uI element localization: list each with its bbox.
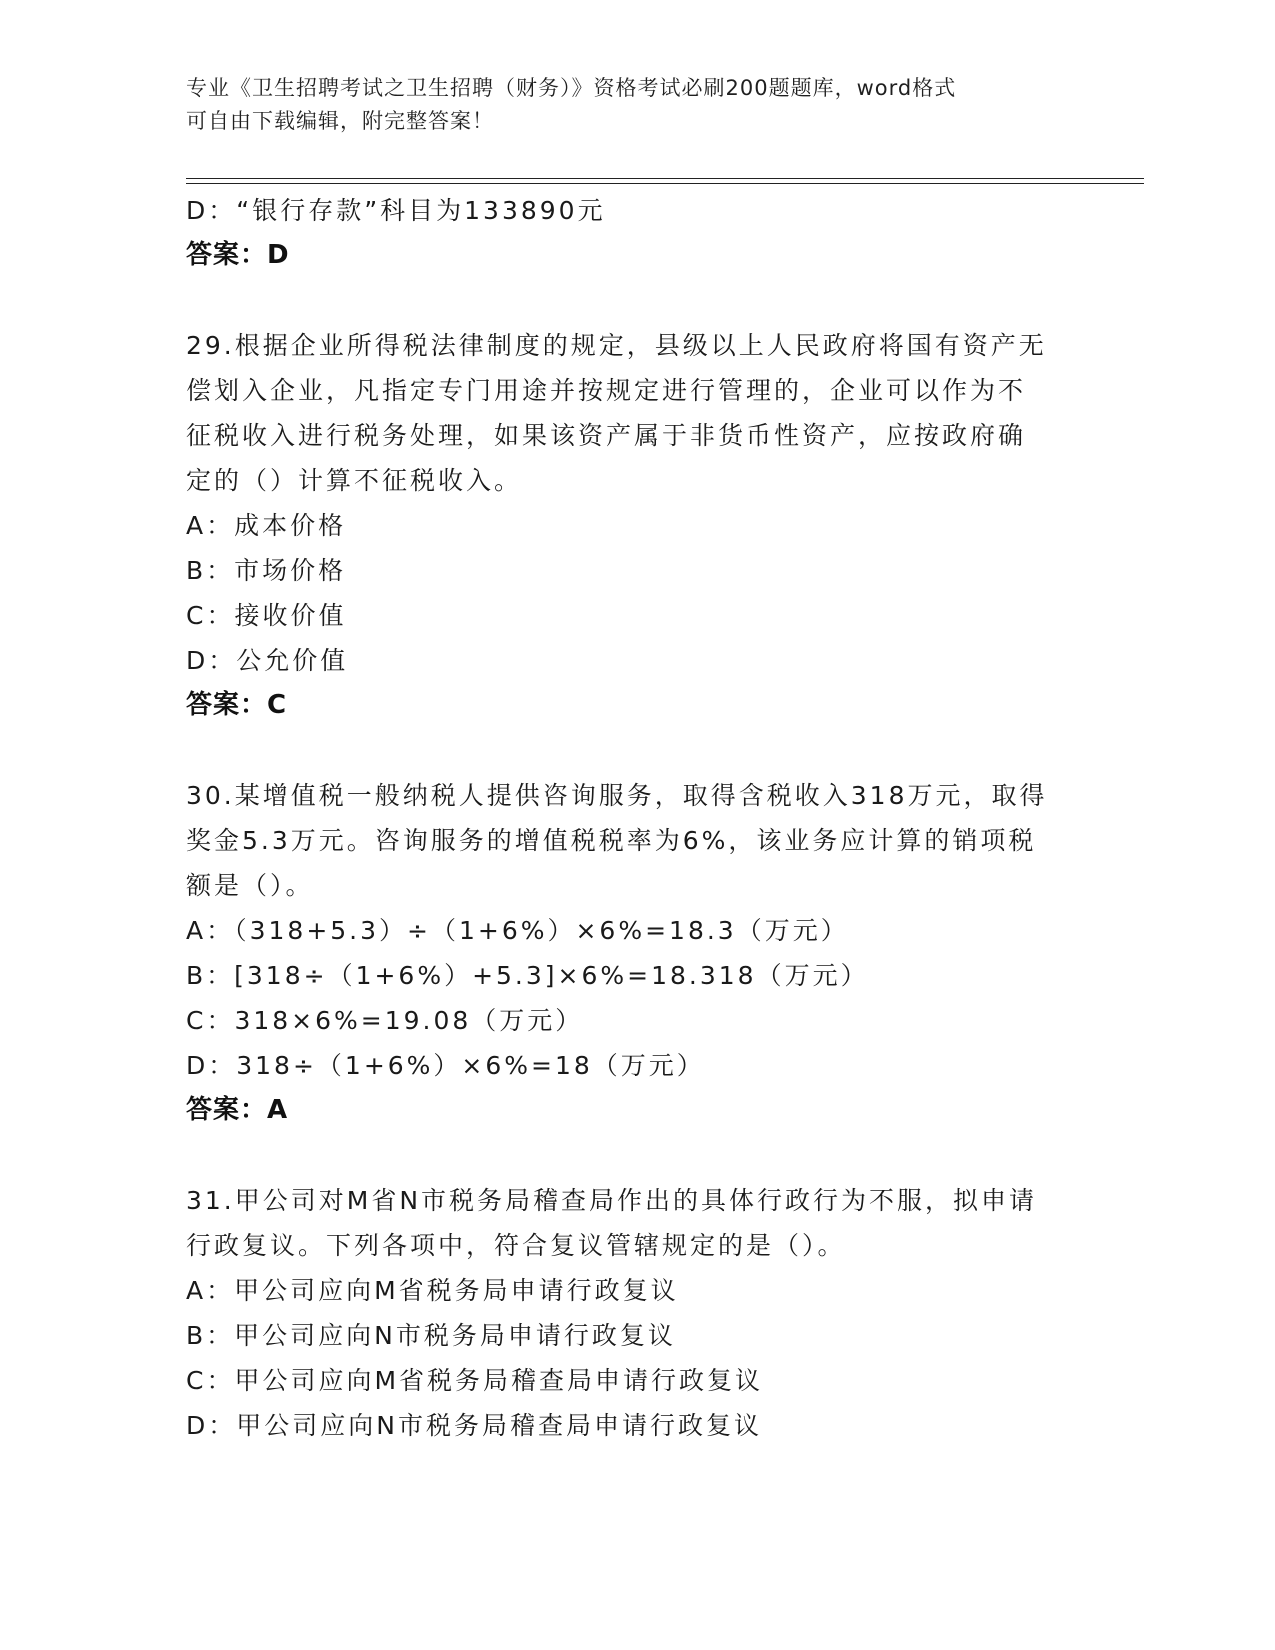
question-line: 征税收入进行税务处理，如果该资产属于非货币性资产，应按政府确 xyxy=(186,421,1027,450)
header-line-2: 可自由下载编辑，附完整答案！ xyxy=(186,109,494,133)
spacer xyxy=(186,278,1066,323)
question-line: 偿划入企业，凡指定专门用途并按规定进行管理的，企业可以作为不 xyxy=(186,376,1027,405)
option-c: C：甲公司应向M省税务局稽查局申请行政复议 xyxy=(186,1366,764,1395)
question-text xyxy=(186,323,1066,503)
question-31 xyxy=(186,1178,1066,1448)
question-30 xyxy=(186,773,1066,1133)
option-b: B：市场价格 xyxy=(186,556,347,585)
option-c: C：318×6%=19.08（万元） xyxy=(186,1006,584,1035)
document-body xyxy=(186,188,1066,1448)
spacer xyxy=(186,1133,1066,1178)
option-d: D：“银行存款”科目为133890元 xyxy=(186,196,606,225)
question-line: 定的（）计算不征税收入。 xyxy=(186,466,523,495)
question-line: 行政复议。下列各项中，符合复议管辖规定的是（）。 xyxy=(186,1231,846,1260)
question-line: 31.甲公司对M省N市税务局稽查局作出的具体行政行为不服，拟申请 xyxy=(186,1186,1038,1215)
answer: 答案：C xyxy=(186,690,288,720)
spacer xyxy=(186,728,1066,773)
page-header xyxy=(186,72,1086,138)
header-divider-top xyxy=(186,178,1144,179)
question-text xyxy=(186,1178,1066,1268)
option-d: D：318÷（1+6%）×6%=18（万元） xyxy=(186,1051,705,1080)
question-line: 奖金5.3万元。咨询服务的增值税税率为6%，该业务应计算的销项税 xyxy=(186,826,1037,855)
option-c: C：接收价值 xyxy=(186,601,347,630)
question-line: 30.某增值税一般纳税人提供咨询服务，取得含税收入318万元，取得 xyxy=(186,781,1048,810)
previous-question-tail xyxy=(186,188,1066,278)
option-b: B：[318÷（1+6%）+5.3]×6%=18.318（万元） xyxy=(186,961,869,990)
option-d: D：甲公司应向N市税务局稽查局申请行政复议 xyxy=(186,1411,762,1440)
question-text xyxy=(186,773,1066,908)
answer: 答案：D xyxy=(186,240,290,270)
question-line: 29.根据企业所得税法律制度的规定，县级以上人民政府将国有资产无 xyxy=(186,331,1047,360)
question-line: 额是（）。 xyxy=(186,871,314,900)
option-a: A：成本价格 xyxy=(186,511,347,540)
header-line-1: 专业《卫生招聘考试之卫生招聘（财务）》资格考试必刷200题题库，word格式 xyxy=(186,76,957,100)
option-d: D：公允价值 xyxy=(186,646,349,675)
answer: 答案：A xyxy=(186,1095,289,1125)
option-a: A：甲公司应向M省税务局申请行政复议 xyxy=(186,1276,679,1305)
option-a: A：（318+5.3）÷（1+6%）×6%=18.3（万元） xyxy=(186,916,849,945)
header-divider-bottom xyxy=(186,183,1144,184)
option-b: B：甲公司应向N市税务局申请行政复议 xyxy=(186,1321,676,1350)
question-29 xyxy=(186,323,1066,728)
